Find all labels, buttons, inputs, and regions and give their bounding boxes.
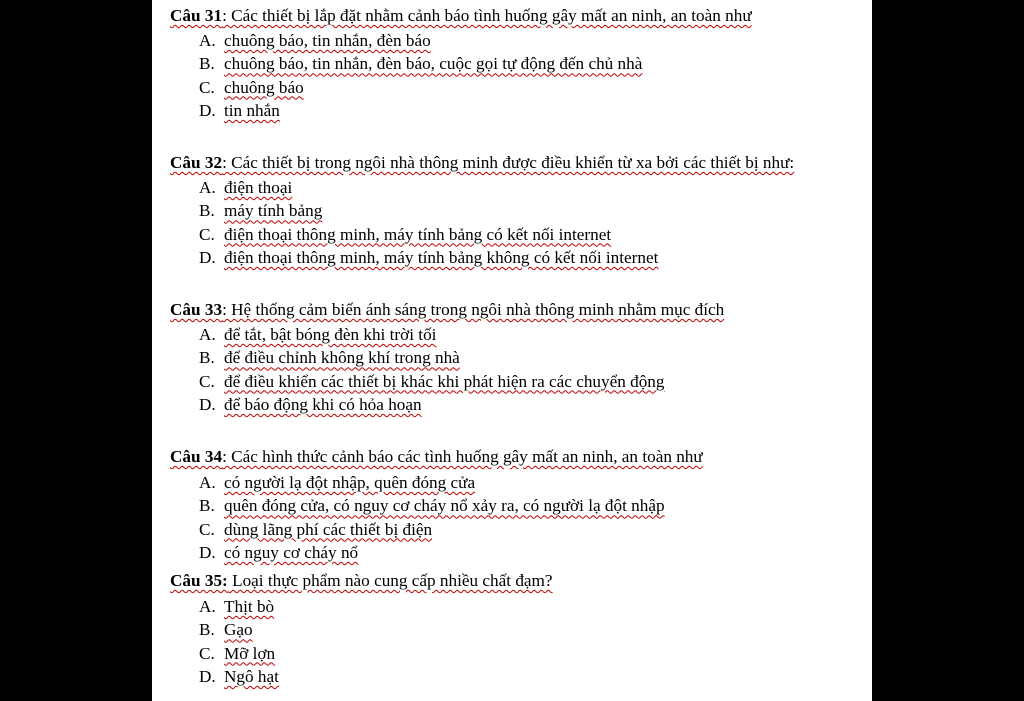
option-key: C. — [199, 371, 215, 391]
option-a — [170, 471, 852, 494]
option-key: C. — [199, 519, 215, 539]
option-text: điện thoại thông minh, máy tính bảng có kết nối internet — [224, 224, 612, 244]
question-stem — [170, 4, 852, 27]
option-key: B. — [199, 201, 215, 221]
option-text: Thịt bò — [224, 597, 275, 616]
option-c — [170, 223, 852, 246]
option-text: tin nhắn — [224, 100, 280, 120]
question-label: Câu 32 — [170, 153, 223, 172]
option-text: điện thoại — [224, 178, 293, 197]
option-text: Ngô hạt — [224, 666, 279, 686]
question-label: Câu 34 — [170, 447, 223, 466]
option-key: B. — [199, 348, 215, 368]
option-text: Mỡ lợn — [224, 643, 276, 663]
option-key: D. — [199, 100, 216, 120]
option-key: A. — [199, 473, 216, 492]
question-34 — [170, 445, 852, 564]
option-text: để tắt, bật bóng đèn khi trời tối — [224, 325, 437, 344]
option-a — [170, 29, 852, 52]
option-a — [170, 323, 852, 346]
option-key: D. — [199, 394, 216, 414]
question-31 — [170, 4, 852, 122]
option-c — [170, 642, 852, 665]
option-d — [170, 541, 852, 564]
question-stem — [170, 151, 852, 174]
document-page — [152, 0, 872, 701]
option-text: máy tính bảng — [224, 201, 323, 221]
option-b — [170, 346, 852, 369]
option-text: chuông báo — [224, 77, 304, 97]
option-b — [170, 618, 852, 641]
option-key: D. — [199, 542, 216, 562]
option-b — [170, 494, 852, 517]
option-key: D. — [199, 666, 216, 686]
option-a — [170, 176, 852, 199]
option-text: để báo động khi có hỏa hoạn — [224, 394, 422, 414]
option-c — [170, 370, 852, 393]
option-key: D. — [199, 247, 216, 267]
option-text: để điều khiển các thiết bị khác khi phát hiện ra các chuyển động — [224, 371, 665, 391]
question-text: : Các thiết bị lắp đặt nhằm cảnh báo tình huống gây mất an ninh, an toàn như — [222, 6, 752, 25]
option-text: chuông báo, tin nhắn, đèn báo, cuộc gọi tự động đến chủ nhà — [224, 54, 643, 74]
option-key: B. — [199, 496, 215, 516]
option-key: C. — [199, 643, 215, 663]
option-key: A. — [199, 597, 216, 616]
option-d — [170, 665, 852, 688]
option-key: C. — [199, 224, 215, 244]
answer-options — [170, 176, 852, 269]
option-c — [170, 76, 852, 99]
question-33 — [170, 298, 852, 416]
question-label: Câu 31 — [170, 6, 223, 25]
question-text: : Hệ thống cảm biến ánh sáng trong ngôi nhà thông minh nhằm mục đích — [222, 300, 725, 319]
answer-options — [170, 29, 852, 122]
option-d — [170, 246, 852, 269]
option-key: B. — [199, 54, 215, 74]
option-a — [170, 595, 852, 618]
option-c — [170, 518, 852, 541]
question-text: : Các thiết bị trong ngôi nhà thông minh được điều khiển từ xa bởi các thiết bị như: — [222, 153, 795, 172]
option-text: có người lạ đột nhập, quên đóng cửa — [224, 473, 476, 492]
question-text: Loại thực phẩm nào cung cấp nhiều chất đạm? — [227, 571, 553, 590]
question-stem — [170, 298, 852, 321]
option-text: Gạo — [224, 620, 253, 640]
question-text: : Các hình thức cảnh báo các tình huống gây mất an ninh, an toàn như — [222, 447, 703, 466]
question-stem — [170, 569, 852, 592]
option-b — [170, 52, 852, 75]
question-label: Câu 35: — [170, 571, 228, 590]
question-32 — [170, 151, 852, 269]
answer-options — [170, 595, 852, 688]
answer-options — [170, 323, 852, 416]
option-b — [170, 199, 852, 222]
question-label: Câu 33 — [170, 300, 223, 319]
option-text: chuông báo, tin nhắn, đèn báo — [224, 31, 431, 50]
option-key: C. — [199, 77, 215, 97]
question-stem — [170, 445, 852, 468]
option-d — [170, 393, 852, 416]
option-text: dùng lãng phí các thiết bị điện — [224, 519, 433, 539]
option-key: A. — [199, 325, 216, 344]
option-text: điện thoại thông minh, máy tính bảng không có kết nối internet — [224, 247, 659, 267]
option-text: có nguy cơ cháy nổ — [224, 542, 359, 562]
option-key: B. — [199, 620, 215, 640]
option-d — [170, 99, 852, 122]
answer-options — [170, 471, 852, 564]
question-35 — [170, 569, 852, 688]
option-text: để điều chỉnh không khí trong nhà — [224, 348, 460, 368]
option-key: A. — [199, 31, 216, 50]
option-key: A. — [199, 178, 216, 197]
option-text: quên đóng cửa, có nguy cơ cháy nổ xảy ra, có người lạ đột nhập — [224, 496, 665, 516]
